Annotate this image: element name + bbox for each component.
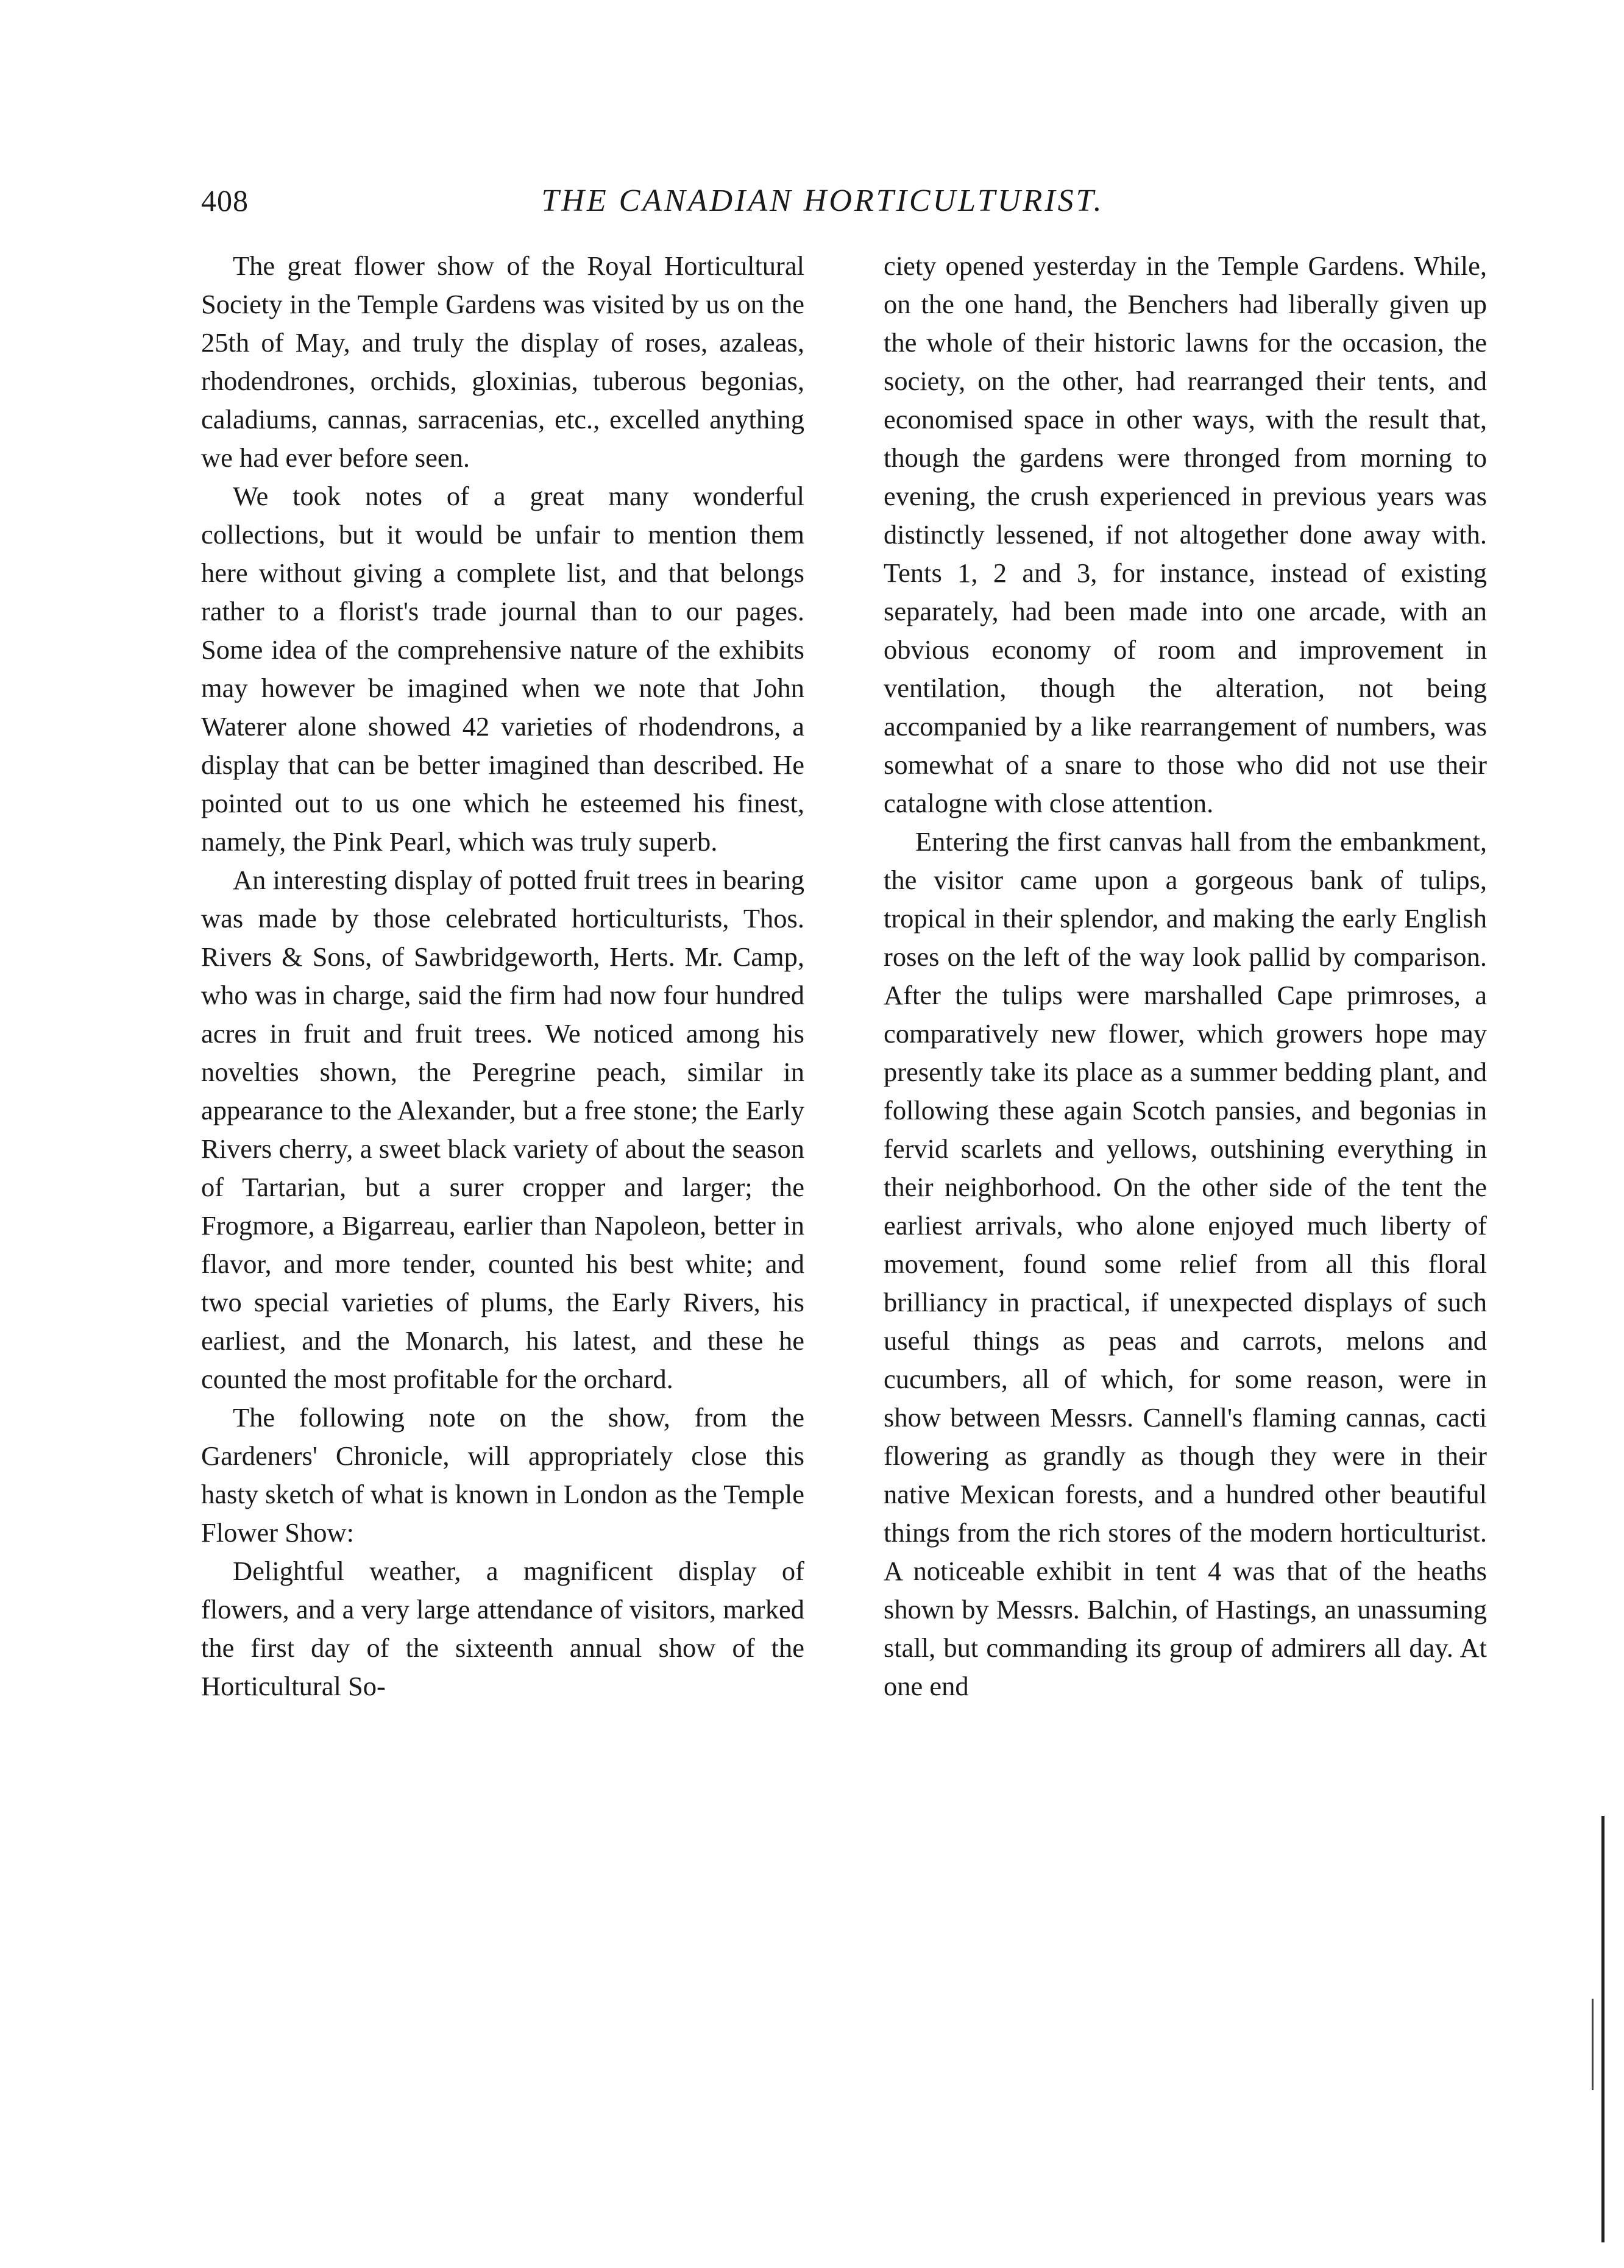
margin-rule-short bbox=[1592, 1999, 1594, 2090]
page-number: 408 bbox=[201, 183, 249, 218]
paragraph: The great flower show of the Royal Horticultural Society in the Temple Gardens was visited by us on the 25th of May, and truly the display of roses, azaleas, rhodendrones, orchids, gloxinias, tuberous begonias, caladiums, cannas, sarracenias, etc., excelled anything we had ever before seen. bbox=[201, 250, 804, 473]
paragraph: Delightful weather, a magnificent display of flowers, and a very large attendance of visitors, marked the first day of the sixteenth annual show of the Horticultural So- bbox=[201, 1556, 804, 1701]
paragraph: An interesting display of potted fruit trees in bearing was made by those celebrated horticulturists, Thos. Rivers & Sons, of Sawbridgeworth, Herts. Mr. Camp, who was in charge, said the firm had now four hundred acres in fruit and fruit trees. We noticed among his novelties shown, the Peregrine peach, similar in appearance to the Alexander, but a free stone; the Early Rivers cherry, a sweet black variety of about the season of Tartarian, but a surer cropper and larger; the Frogmore, a Bigarreau, earlier than Napoleon, better in flavor, and more tender, counted his best white; and two special varieties of plums, the Early Rivers, his earliest, and the Monarch, his latest, and these he counted the most profitable for the orchard. bbox=[201, 865, 804, 1394]
page-header bbox=[201, 183, 1444, 232]
paragraph: The following note on the show, from the Gardeners' Chronicle, will appropriately close this hasty sketch of what is known in London as the Temple Flower Show: bbox=[201, 1402, 804, 1548]
paragraph-continuation: ciety opened yesterday in the Temple Gardens. While, on the one hand, the Benchers had liberally given up the whole of their historic lawns for the occasion, the society, on the other, had rearranged their tents, and economised space in other ways, with the result that, though the gardens were thronged from morning to evening, the crush experienced in previous years was distinctly lessened, if not altogether done away with. Tents 1, 2 and 3, for instance, instead of existing separately, had been made into one arcade, with an obvious economy of room and improvement in ventilation, though the alteration, not being accompanied by a like rearrangement of numbers, was somewhat of a snare to those who did not use their catalogne with close attention. bbox=[884, 250, 1487, 818]
paragraph: We took notes of a great many wonderful collections, but it would be unfair to mention them here without giving a complete list, and that belongs rather to a florist's trade journal than to our pages. Some idea of the comprehensive nature of the exhibits may however be imagined when we note that John Waterer alone showed 42 varieties of rhodendrons, a display that can be better imagined than described. He pointed out to us one which he esteemed his finest, namely, the Pink Pearl, which was truly superb. bbox=[201, 481, 804, 857]
left-column bbox=[201, 247, 804, 1706]
margin-rule bbox=[1601, 1816, 1604, 2242]
running-title: THE CANADIAN HORTICULTURIST. bbox=[541, 183, 1104, 218]
right-column bbox=[884, 247, 1487, 1706]
paragraph: Entering the first canvas hall from the embankment, the visitor came upon a gorgeous bank of tulips, tropical in their splendor, and making the early English roses on the left of the way look pallid by comparison. After the tulips were marshalled Cape primroses, a comparatively new flower, which growers hope may presently take its place as a summer bedding plant, and following these again Scotch pansies, and begonias in fervid scarlets and yellows, outshining everything in their neighborhood. On the other side of the tent the earliest arrivals, who alone enjoyed much liberty of movement, found some relief from all this floral brilliancy in practical, if unexpected displays of such useful things as peas and carrots, melons and cucumbers, all of which, for some reason, were in show between Messrs. Cannell's flaming cannas, cacti flowering as grandly as though they were in their native Mexican forests, and a hundred other beautiful things from the rich stores of the modern horticulturist. A noticeable exhibit in tent 4 was that of the heaths shown by Messrs. Balchin, of Hastings, an unassuming stall, but commanding its group of admirers all day. At one end bbox=[884, 826, 1487, 1701]
